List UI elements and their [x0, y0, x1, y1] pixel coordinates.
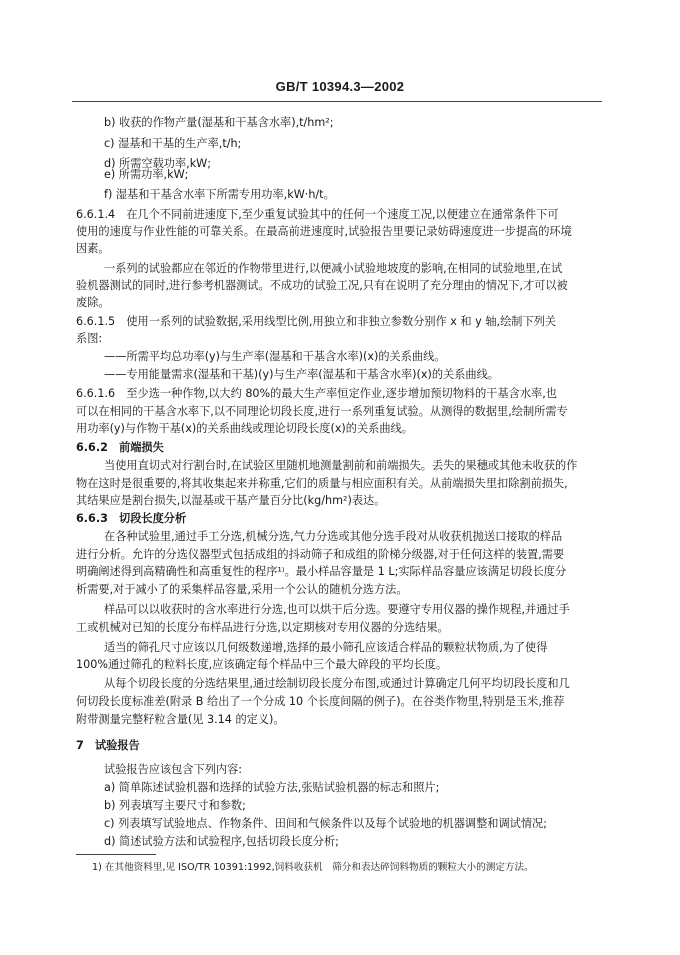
page-header: GB/T 10394.3—2002	[275, 79, 405, 94]
list-item-d: d) 所需空载功率,kW;	[104, 157, 212, 170]
body-line: 验机器测试的同时,进行参考机器测试。不成功的试验工况,只有在说明了充分理由的情况下,才可以被	[76, 279, 568, 292]
list-item-b: b) 收获的作物产量(湿基和干基含水率),t/hm²;	[104, 116, 334, 129]
body-line: 废除。	[76, 296, 110, 309]
report-item-a: a) 简单陈述试验机器和选择的试验方法,张贴试验机器的标志和照片;	[104, 781, 440, 794]
header-rule	[72, 101, 602, 102]
body-line: 100%通过筛孔的粒料长度,应该确定每个样品中三个最大碎段的平均长度。	[76, 658, 448, 671]
body-line: 因素。	[76, 242, 110, 255]
dash-item: ——所需平均总功率(y)与生产率(湿基和干基含水率)(x)的关系曲线。	[104, 350, 446, 363]
body-line: 工或机械对已知的长度分布样品进行分选,以定期核对专用仪器的分选结果。	[76, 621, 449, 634]
body-line: 可以在相同的干基含水率下,以不同理论切段长度,进行一系列重复试验。从测得的数据里,绘制所需专	[76, 405, 568, 418]
body-line: 用功率(y)与作物干基(x)的关系曲线或理论切段长度(x)的关系曲线。	[76, 422, 413, 435]
body-line: 析需要,对于减小了的采集样品容量,采用一个公认的随机分选方法。	[76, 583, 408, 596]
body-line: 何切段长度标准差(附录 B 给出了一个分成 10 个长度间隔的例子)。在谷类作物里,特别是玉米,推荐	[76, 695, 565, 708]
body-line: 系图:	[76, 332, 103, 345]
footnote: 1) 在其他资料里,见 ISO/TR 10391:1992,饲料收获机 筛分和表达碎饲料物质的颗粒大小的测定方法。	[92, 862, 534, 873]
body-line: 样品可以以收获时的含水率进行分选,也可以烘干后分选。要遵守专用仪器的操作规程,并通过手	[104, 603, 570, 616]
body-line: 附带测量完整籽粒含量(见 3.14 的定义)。	[76, 713, 285, 726]
body-line: 从每个切段长度的分选结果里,通过绘制切段长度分布图,或通过计算确定几何平均切段长度和几	[104, 677, 570, 690]
dash-item: ——专用能量需求(湿基和干基)(y)与生产率(湿基和干基含水率)(x)的关系曲线。	[104, 368, 499, 381]
body-line: 进行分析。允许的分选仪器型式包括成组的抖动筛子和成组的阶梯分级器,对于任何这样的装置,需要	[76, 548, 565, 561]
clause-6-6-1-6: 6.6.1.6 至少选一种作物,以大约 80%的最大生产率恒定作业,逐步增加预切物料的干基含水率,也	[76, 387, 557, 400]
list-item-e: e) 所需功率,kW;	[104, 168, 189, 181]
body-line: 其结果应是割台损失,以湿基或干基产量百分比(kg/hm²)表达。	[76, 494, 386, 507]
clause-6-6-1-5: 6.6.1.5 使用一系列的试验数据,采用线型比例,用独立和非独立参数分别作 x 和 y 轴,绘制下列关	[76, 315, 557, 328]
section-heading-7: 7 试验报告	[76, 739, 140, 752]
section-heading-6-6-3: 6.6.3 切段长度分析	[76, 512, 187, 525]
body-line: 适当的筛孔尺寸应该以几何级数递增,选择的最小筛孔应该适合样品的颗粒状物质,为了使得	[104, 641, 548, 654]
clause-6-6-1-4: 6.6.1.4 在几个不同前进速度下,至少重复试验其中的任何一个速度工况,以便建立在通常条件下可	[76, 208, 559, 221]
section-heading-6-6-2: 6.6.2 前端损失	[76, 441, 164, 454]
list-item-f: f) 湿基和干基含水率下所需专用功率,kW·h/t。	[104, 188, 335, 201]
footnote-rule	[76, 854, 156, 855]
body-line: 使用的速度与作业性能的可靠关系。在最高前进速度时,试验报告里要记录妨碍速度进一步提高的环境	[76, 225, 572, 238]
body-line: 一系列的试验都应在邻近的作物带里进行,以便减小试验地坡度的影响,在相同的试验地里,在试	[104, 262, 563, 275]
body-line: 物在这时是很重要的,将其收集起来并称重,它们的质量与相应面积有关。从前端损失里扣除割前损失,	[76, 477, 568, 490]
report-item-d: d) 简述试验方法和试验程序,包括切段长度分析;	[104, 835, 339, 848]
body-line: 试验报告应该包含下列内容:	[104, 763, 243, 776]
report-item-c: c) 列表填写试验地点、作物条件、田间和气候条件以及每个试验地的机器调整和调试情况;	[104, 817, 547, 830]
body-line: 在各种试验里,通过手工分选,机械分选,气力分选或其他分选手段对从收获机抛送口接取的样品	[104, 530, 563, 543]
body-line: 明确阐述得到高精确性和高重复性的程序¹⁾。最小样品容量是 1 L;实际样品容量应该满足切段长度分	[76, 565, 567, 578]
list-item-c: c) 湿基和干基的生产率,t/h;	[104, 137, 242, 150]
report-item-b: b) 列表填写主要尺寸和参数;	[104, 799, 246, 812]
body-line: 当使用直切式对行割台时,在试验区里随机地测量割前和前端损失。丢失的果穗或其他未收获的作	[104, 459, 578, 472]
